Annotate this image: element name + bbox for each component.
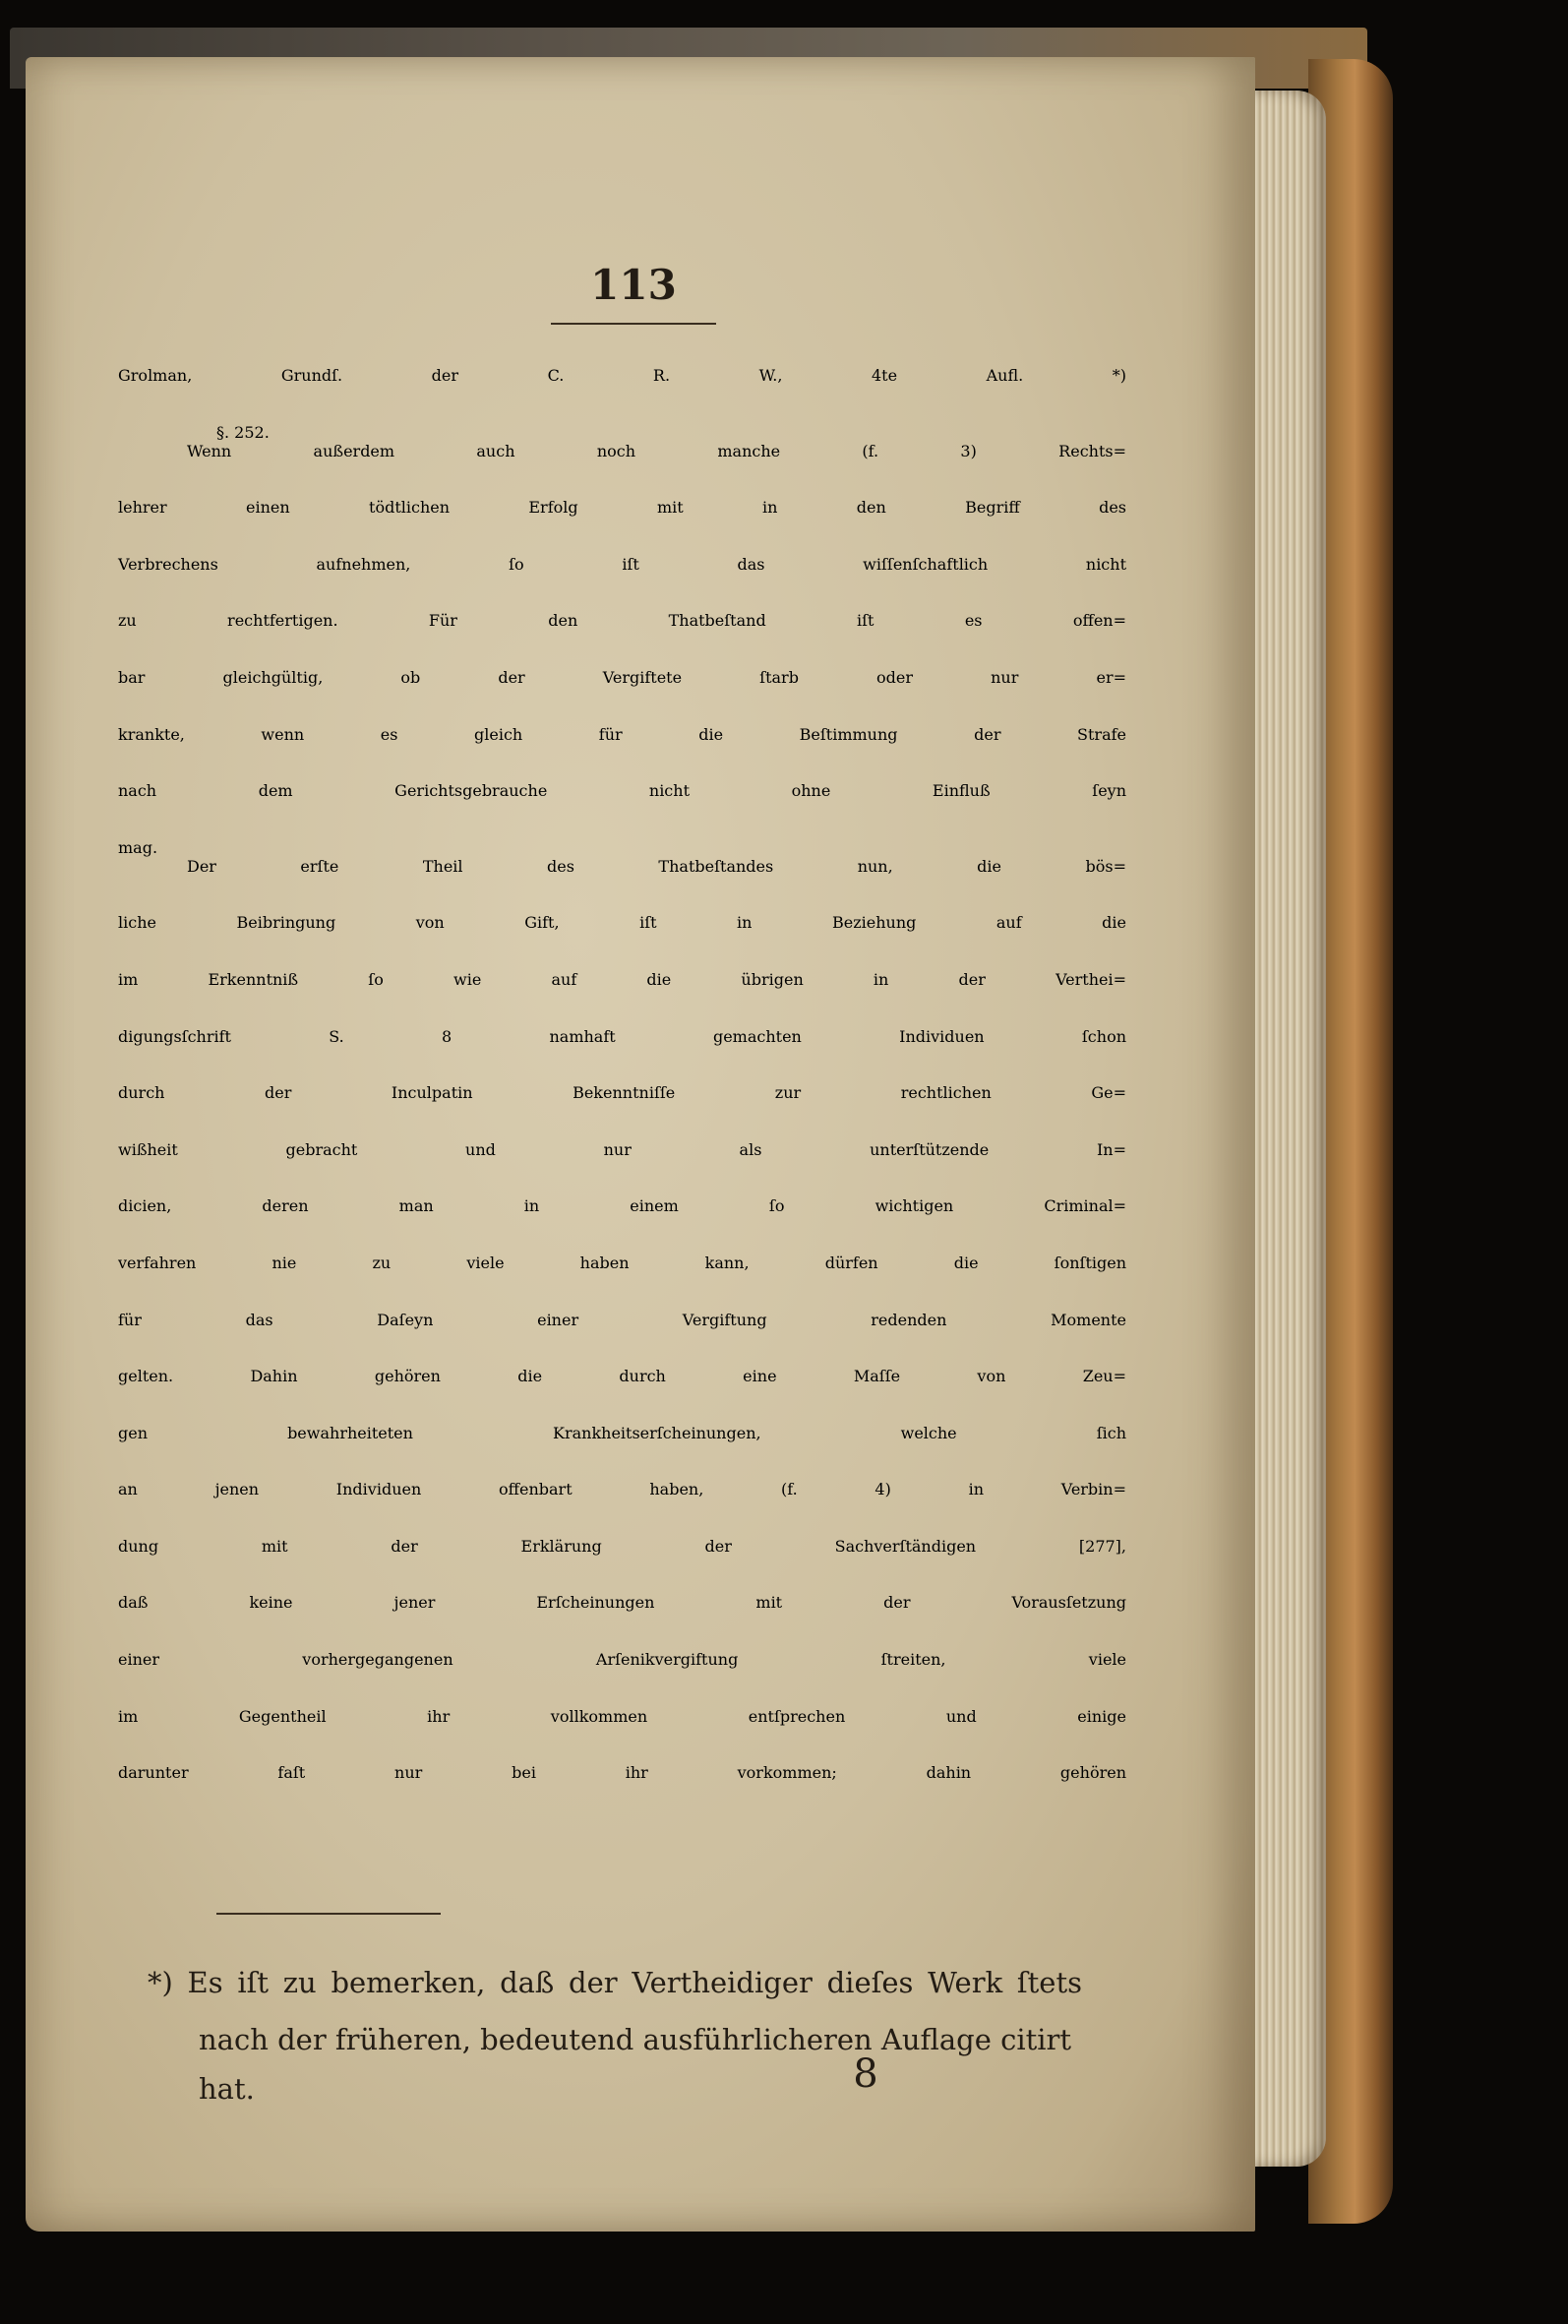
text-line: gen bewahrheiteten Krankheitserſcheinungen, welche ſich: [118, 1423, 1126, 1442]
page-number: 113: [590, 261, 677, 309]
text-line: daß keine jener Erſcheinungen mit der Vorausſetzung: [118, 1593, 1126, 1613]
text-line: gelten. Dahin gehören die durch eine Maſſe von Zeu=: [118, 1367, 1126, 1386]
text-line: Wenn außerdem auch noch manche (f. 3) Rechts=: [187, 441, 1126, 460]
text-line: im Erkenntniß ſo wie auf die übrigen in der Verthei=: [118, 969, 1126, 989]
text-line: liche Beibringung von Gift, iſt in Beziehung auf die: [118, 913, 1126, 933]
text-line: lehrer einen tödtlichen Erfolg mit in den Begriff des: [118, 498, 1126, 518]
text-line: Grolman, Grundſ. der C. R. W., 4te Aufl. *): [118, 366, 1126, 385]
text-line: darunter faſt nur bei ihr vorkommen; dahin gehören: [118, 1763, 1126, 1783]
signature-mark: 8: [853, 2051, 878, 2097]
text-line: wißheit gebracht und nur als unterſtützende In=: [118, 1139, 1126, 1159]
text-line: im Gegentheil ihr vollkommen entſprechen und einige: [118, 1706, 1126, 1726]
text-line: für das Daſeyn einer Vergiftung redenden Momente: [118, 1310, 1126, 1329]
text-line: zu rechtfertigen. Für den Thatbeſtand iſt es offen=: [118, 611, 1126, 631]
text-line: §. 252.: [216, 422, 270, 442]
text-line: krankte, wenn es gleich für die Beſtimmung der Strafe: [118, 724, 1126, 744]
footnote-rule: [216, 1913, 441, 1915]
body-text: [118, 366, 1126, 1820]
text-line: durch der Inculpatin Bekenntniſſe zur rechtlichen Ge=: [118, 1083, 1126, 1103]
text-line: digungsſchrift S. 8 namhaft gemachten Individuen ſchon: [118, 1026, 1126, 1046]
text-line: Der erſte Theil des Thatbeſtandes nun, die bös=: [187, 856, 1126, 876]
text-line: nach dem Gerichtsgebrauche nicht ohne Einfluß ſeyn: [118, 781, 1126, 801]
footnote-line: *) Es iſt zu bemerken, daß der Vertheidiger dieſes Werk ſtets: [148, 1966, 1082, 1999]
text-line: bar gleichgültig, ob der Vergiftete ſtarb oder nur er=: [118, 667, 1126, 687]
page-number-rule: [551, 323, 716, 325]
text-line: an jenen Individuen offenbart haben, (f. 4) in Verbin=: [118, 1480, 1126, 1499]
text-line: verfahren nie zu viele haben kann, dürfen die ſonſtigen: [118, 1253, 1126, 1272]
text-line: dung mit der Erklärung der Sachverſtändigen [277],: [118, 1536, 1126, 1556]
text-line: dicien, deren man in einem ſo wichtigen Criminal=: [118, 1196, 1126, 1216]
text-line: einer vorhergegangenen Arſenikvergiftung ſtreiten, viele: [118, 1650, 1126, 1670]
text-line: Verbrechens aufnehmen, ſo iſt das wiſſenſchaftlich nicht: [118, 554, 1126, 574]
footnote: [148, 1958, 1082, 2106]
footnote-line: nach der früheren, bedeutend ausführlicheren Auflage citirt hat.: [199, 2022, 1072, 2106]
text-line: mag.: [118, 837, 158, 857]
